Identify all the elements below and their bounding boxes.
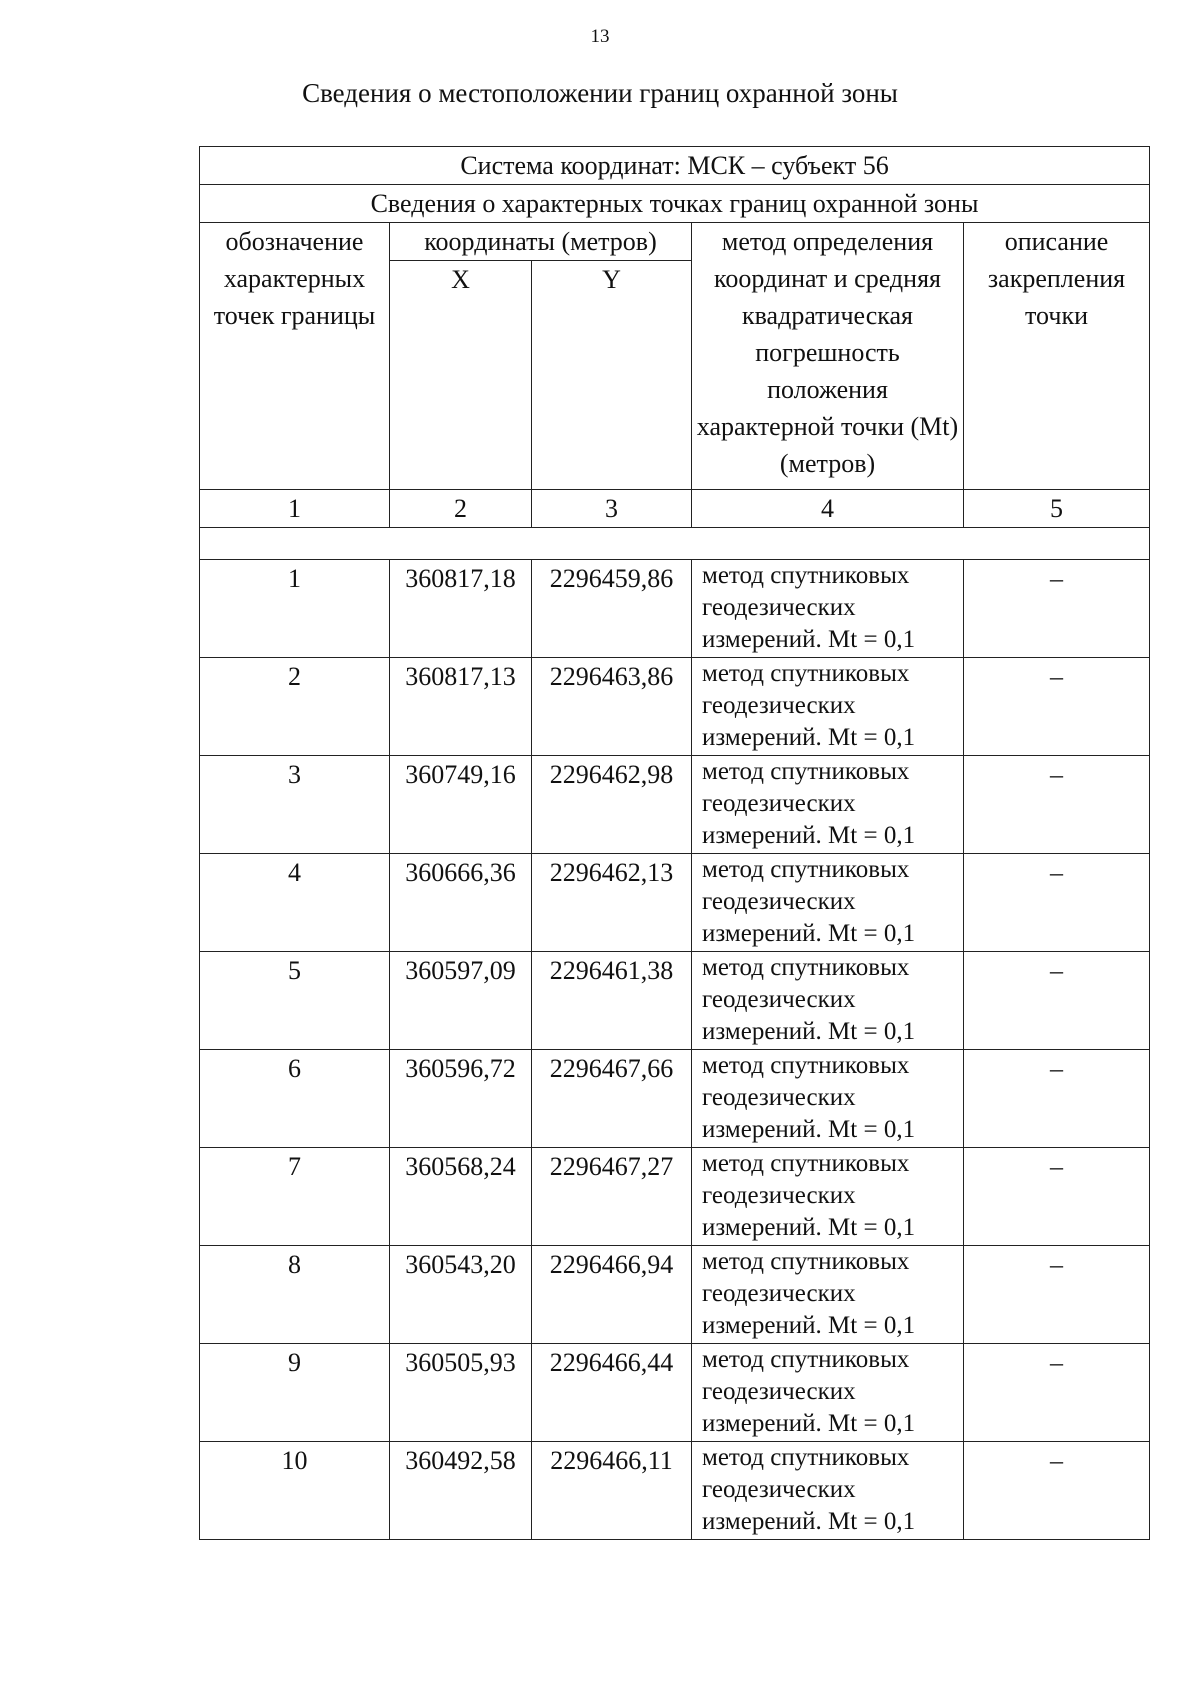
description-cell: – bbox=[964, 1148, 1150, 1246]
x-coordinate-cell: 360596,72 bbox=[390, 1050, 532, 1148]
y-coordinate-cell: 2296466,44 bbox=[532, 1344, 692, 1442]
section-title-row bbox=[200, 185, 1150, 223]
column-numbers-row bbox=[200, 490, 1150, 528]
y-coordinate-cell: 2296467,27 bbox=[532, 1148, 692, 1246]
y-coordinate-cell: 2296466,94 bbox=[532, 1246, 692, 1344]
method-cell: метод спутниковых геодезических измерений. Mt = 0,1 bbox=[692, 1050, 964, 1148]
method-cell: метод спутниковых геодезических измерений. Mt = 0,1 bbox=[692, 854, 964, 952]
description-cell: – bbox=[964, 1344, 1150, 1442]
x-coordinate-cell: 360543,20 bbox=[390, 1246, 532, 1344]
header-y: Y bbox=[532, 261, 692, 490]
column-number: 5 bbox=[964, 490, 1150, 528]
header-row bbox=[200, 223, 1150, 261]
x-coordinate-cell: 360505,93 bbox=[390, 1344, 532, 1442]
table-row bbox=[200, 1246, 1150, 1344]
coord-system-row bbox=[200, 147, 1150, 185]
point-id-cell: 1 bbox=[200, 560, 390, 658]
point-id-cell: 2 bbox=[200, 658, 390, 756]
column-number: 4 bbox=[692, 490, 964, 528]
point-id-cell: 6 bbox=[200, 1050, 390, 1148]
point-id-cell: 7 bbox=[200, 1148, 390, 1246]
boundary-points-table bbox=[199, 146, 1150, 1540]
table-row bbox=[200, 756, 1150, 854]
description-cell: – bbox=[964, 854, 1150, 952]
table-row bbox=[200, 560, 1150, 658]
x-coordinate-cell: 360492,58 bbox=[390, 1442, 532, 1540]
header-point-designation: обозначение характерных точек границы bbox=[200, 223, 390, 490]
description-cell: – bbox=[964, 658, 1150, 756]
point-id-cell: 4 bbox=[200, 854, 390, 952]
point-id-cell: 10 bbox=[200, 1442, 390, 1540]
y-coordinate-cell: 2296461,38 bbox=[532, 952, 692, 1050]
point-id-cell: 5 bbox=[200, 952, 390, 1050]
x-coordinate-cell: 360817,13 bbox=[390, 658, 532, 756]
point-id-cell: 3 bbox=[200, 756, 390, 854]
column-number: 3 bbox=[532, 490, 692, 528]
method-cell: метод спутниковых геодезических измерений. Mt = 0,1 bbox=[692, 1442, 964, 1540]
data-rows bbox=[200, 560, 1150, 1540]
table-row bbox=[200, 658, 1150, 756]
method-cell: метод спутниковых геодезических измерений. Mt = 0,1 bbox=[692, 952, 964, 1050]
method-cell: метод спутниковых геодезических измерений. Mt = 0,1 bbox=[692, 756, 964, 854]
method-cell: метод спутниковых геодезических измерений. Mt = 0,1 bbox=[692, 1344, 964, 1442]
method-cell: метод спутниковых геодезических измерений. Mt = 0,1 bbox=[692, 1246, 964, 1344]
y-coordinate-cell: 2296459,86 bbox=[532, 560, 692, 658]
x-coordinate-cell: 360749,16 bbox=[390, 756, 532, 854]
point-id-cell: 9 bbox=[200, 1344, 390, 1442]
description-cell: – bbox=[964, 1050, 1150, 1148]
table-row bbox=[200, 1442, 1150, 1540]
document-title: Сведения о местоположении границ охранной зоны bbox=[302, 78, 898, 108]
y-coordinate-cell: 2296462,13 bbox=[532, 854, 692, 952]
point-id-cell: 8 bbox=[200, 1246, 390, 1344]
y-coordinate-cell: 2296467,66 bbox=[532, 1050, 692, 1148]
table-row bbox=[200, 1050, 1150, 1148]
header-description: описание закрепления точки bbox=[964, 223, 1150, 490]
section-title-cell: Сведения о характерных точках границ охранной зоны bbox=[200, 185, 1150, 223]
x-coordinate-cell: 360597,09 bbox=[390, 952, 532, 1050]
table-row bbox=[200, 854, 1150, 952]
x-coordinate-cell: 360568,24 bbox=[390, 1148, 532, 1246]
column-number: 2 bbox=[390, 490, 532, 528]
empty-row bbox=[200, 528, 1150, 560]
description-cell: – bbox=[964, 560, 1150, 658]
method-cell: метод спутниковых геодезических измерений. Mt = 0,1 bbox=[692, 1148, 964, 1246]
method-cell: метод спутниковых геодезических измерений. Mt = 0,1 bbox=[692, 560, 964, 658]
page-number: 13 bbox=[590, 26, 610, 47]
description-cell: – bbox=[964, 1442, 1150, 1540]
y-coordinate-cell: 2296466,11 bbox=[532, 1442, 692, 1540]
method-cell: метод спутниковых геодезических измерений. Mt = 0,1 bbox=[692, 658, 964, 756]
table-row bbox=[200, 952, 1150, 1050]
table-body bbox=[200, 147, 1150, 560]
y-coordinate-cell: 2296463,86 bbox=[532, 658, 692, 756]
description-cell: – bbox=[964, 952, 1150, 1050]
table-row bbox=[200, 1148, 1150, 1246]
y-coordinate-cell: 2296462,98 bbox=[532, 756, 692, 854]
header-coordinates: координаты (метров) bbox=[390, 223, 692, 261]
coord-system-cell: Система координат: МСК – субъект 56 bbox=[200, 147, 1150, 185]
column-number: 1 bbox=[200, 490, 390, 528]
empty-cell bbox=[200, 528, 1150, 560]
table-row bbox=[200, 1344, 1150, 1442]
x-coordinate-cell: 360817,18 bbox=[390, 560, 532, 658]
x-coordinate-cell: 360666,36 bbox=[390, 854, 532, 952]
description-cell: – bbox=[964, 1246, 1150, 1344]
description-cell: – bbox=[964, 756, 1150, 854]
header-x: X bbox=[390, 261, 532, 490]
header-method: метод определения координат и средняя квадратическая погрешность положения характерной точки (Mt) (метров) bbox=[692, 223, 964, 490]
